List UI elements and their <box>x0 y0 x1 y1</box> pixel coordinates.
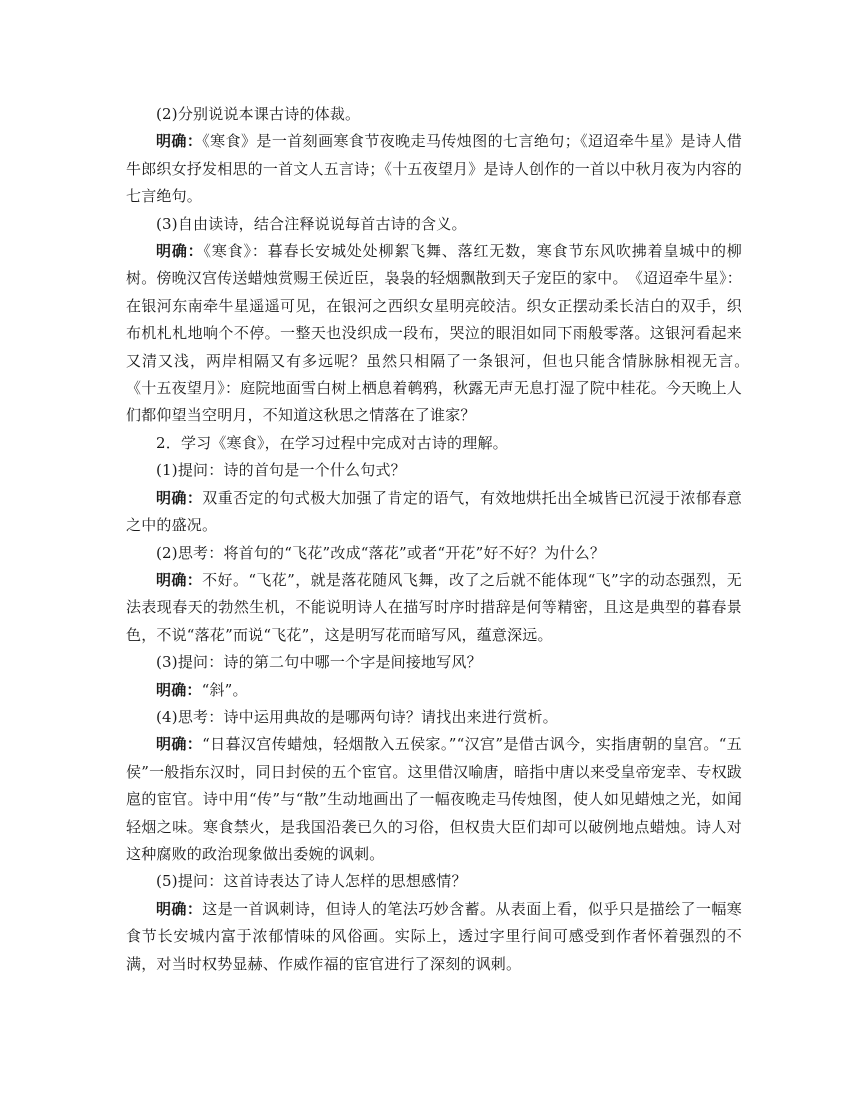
question-paragraph <box>126 101 742 128</box>
paragraph-text: 这是一首讽刺诗，但诗人的笔法巧妙含蓄。从表面上看，似乎只是描绘了一幅寒食节长安城内富于浓郁情味的风俗画。实际上，透过字里行间可感受到作者怀着强烈的不满，对当时权势显赫、作威作福的宦官进行了深刻的讽刺。 <box>126 899 742 973</box>
question-paragraph <box>126 649 742 676</box>
paragraph-text: “日暮汉宫传蜡烛，轻烟散入五侯家。”“汉宫”是借古讽今，实指唐朝的皇宫。“五侯”一般指东汉时，同日封侯的五个宦官。这里借汉喻唐，暗指中唐以来受皇帝宠幸、专权跋扈的宦官。诗中用“传”与“散”生动地画出了一幅夜晚走马传烛图，使人如见蜡烛之光，如闻轻烟之味。寒食禁火，是我国沿袭已久的习俗，但权贵大臣们却可以破例地点蜡烛。诗人对这种腐败的政治现象做出委婉的讽刺。 <box>126 735 742 863</box>
section-heading <box>126 430 742 457</box>
question-paragraph <box>126 868 742 895</box>
answer-lead: 明确： <box>156 242 204 261</box>
paragraph-text: 2．学习《寒食》，在学习过程中完成对古诗的理解。 <box>156 433 508 452</box>
answer-paragraph <box>126 677 742 704</box>
answer-lead: 明确： <box>156 680 202 699</box>
question-paragraph <box>126 540 742 567</box>
answer-lead: 明确： <box>156 899 203 918</box>
answer-lead: 明确： <box>156 488 203 507</box>
paragraph-text: 《寒食》：暮春长安城处处柳絮飞舞、落红无数，寒食节东风吹拂着皇城中的柳树。傍晚汉宫传送蜡烛赏赐王侯近臣，袅袅的轻烟飘散到天子宠臣的家中。 《迢迢牵牛星》：在银河东南牵牛星遥遥可见，在银河之西织女星明亮皎洁。织女正摆动柔长洁白的双手，织布机札札地响个不停。一整天也没织成一段布，哭泣的眼泪如同下雨般零落。这银河看起来又清又浅，两岸相隔又有多远呢？虽然只相隔了一条银河，但也只能含情脉脉相视无言。 《十五夜望月》：庭院地面雪白树上栖息着鹌鸦，秋露无声无息打湿了院中桂花。今天晚上人们都仰望当空明月，不知道这秋思之情落在了谁家？ <box>126 242 758 425</box>
answer-lead: 明确： <box>156 132 203 151</box>
answer-paragraph <box>126 485 742 540</box>
paragraph-text: (3)自由读诗，结合注释说说每首古诗的含义。 <box>156 214 467 233</box>
paragraph-text: (2)分别说说本课古诗的体裁。 <box>156 105 361 123</box>
paragraph-text: (2)思考：将首句的“飞花”改成“落花”或者“开花”好不好？为什么？ <box>156 543 606 562</box>
answer-lead: 明确： <box>156 570 203 589</box>
answer-paragraph <box>126 896 742 978</box>
question-paragraph <box>126 704 742 731</box>
answer-paragraph <box>126 238 758 430</box>
answer-paragraph <box>126 567 742 649</box>
answer-lead: 明确： <box>156 735 203 754</box>
paragraph-text: 双重否定的句式极大加强了肯定的语气，有效地烘托出全城皆已沉浸于浓郁春意之中的盛况。 <box>126 488 742 535</box>
answer-paragraph <box>126 128 742 210</box>
paragraph-text: (3)提问：诗的第二句中哪一个字是间接地写风？ <box>156 653 482 672</box>
question-paragraph <box>126 211 742 238</box>
paragraph-text: (1)提问：诗的首句是一个什么句式？ <box>156 461 406 480</box>
paragraph-text: “斜”。 <box>201 680 248 699</box>
paragraph-text: 《寒食》是一首刻画寒食节夜晚走马传烛图的七言绝句；《迢迢牵牛星》是诗人借牛郎织女抒发相思的一首文人五言诗；《十五夜望月》是诗人创作的一首以中秋月夜为内容的七言绝句。 <box>126 132 742 206</box>
paragraph-text: (4)思考：诗中运用典故的是哪两句诗？请找出来进行赏析。 <box>156 707 558 726</box>
paragraph-text: 不好。“飞花”，就是落花随风飞舞，改了之后就不能体现“飞”字的动态强烈，无法表现春天的勃然生机，不能说明诗人在描写时序时措辞是何等精密，且这是典型的暮春景色，不说“落花”而说“飞花”，这是明写花而暗写风，蕴意深远。 <box>126 570 742 644</box>
paragraph-text: (5)提问：这首诗表达了诗人怎样的思想感情？ <box>156 872 467 891</box>
answer-paragraph <box>126 731 742 868</box>
question-paragraph <box>126 457 742 484</box>
